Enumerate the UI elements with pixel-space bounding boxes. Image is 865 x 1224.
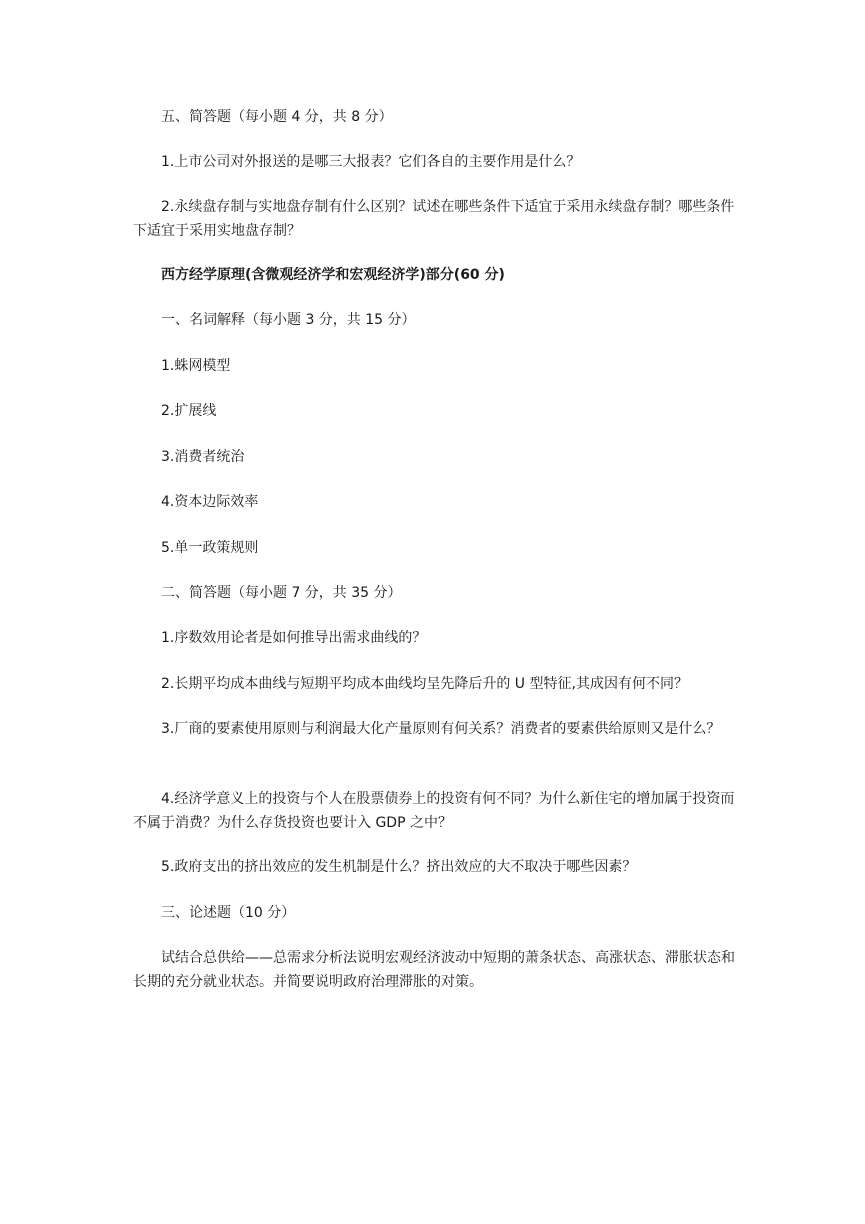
term-item: 1.蛛网模型: [161, 358, 231, 374]
term-item: 3.消费者统治: [161, 449, 245, 465]
term-item: 5.单一政策规则: [161, 540, 259, 556]
term-item: 2.扩展线: [161, 403, 217, 419]
short-question: 1.序数效用论者是如何推导出需求曲线的？: [161, 630, 427, 646]
section5-heading: 五、简答题（每小题 4 分，共 8 分）: [161, 109, 393, 125]
section5-question-2: 2.永续盘存制与实地盘存制有什么区别？试述在哪些条件下适宜于采用永续盘存制？哪些条件下适宜于采用实地盘存制？: [133, 199, 735, 239]
section5-question-1: 1.上市公司对外报送的是哪三大报表？它们各自的主要作用是什么？: [161, 154, 581, 170]
short-answer-heading: 二、简答题（每小题 7 分，共 35 分）: [161, 585, 402, 601]
terms-heading: 一、名词解释（每小题 3 分，共 15 分）: [161, 312, 416, 328]
short-question: 4.经济学意义上的投资与个人在股票债券上的投资有何不同？为什么新住宅的增加属于投资而不属于消费？为什么存货投资也要计入 GDP 之中？: [133, 791, 735, 831]
term-item: 4.资本边际效率: [161, 494, 259, 510]
short-question: 5.政府支出的挤出效应的发生机制是什么？挤出效应的大不取决于哪些因素？: [161, 859, 637, 875]
short-question: 2.长期平均成本曲线与短期平均成本曲线均呈先降后升的 U 型特征,其成因有何不同？: [161, 676, 688, 692]
part-title: 西方经学原理(含微观经济学和宏观经济学)部分(60 分): [161, 267, 505, 283]
essay-heading: 三、论述题（10 分）: [161, 905, 296, 921]
essay-question: 试结合总供给——总需求分析法说明宏观经济波动中短期的萧条状态、高涨状态、滞胀状态和长期的充分就业状态。并简要说明政府治理滞胀的对策。: [133, 950, 735, 990]
short-question: 3.厂商的要素使用原则与利润最大化产量原则有何关系？消费者的要素供给原则又是什么？: [161, 721, 721, 737]
